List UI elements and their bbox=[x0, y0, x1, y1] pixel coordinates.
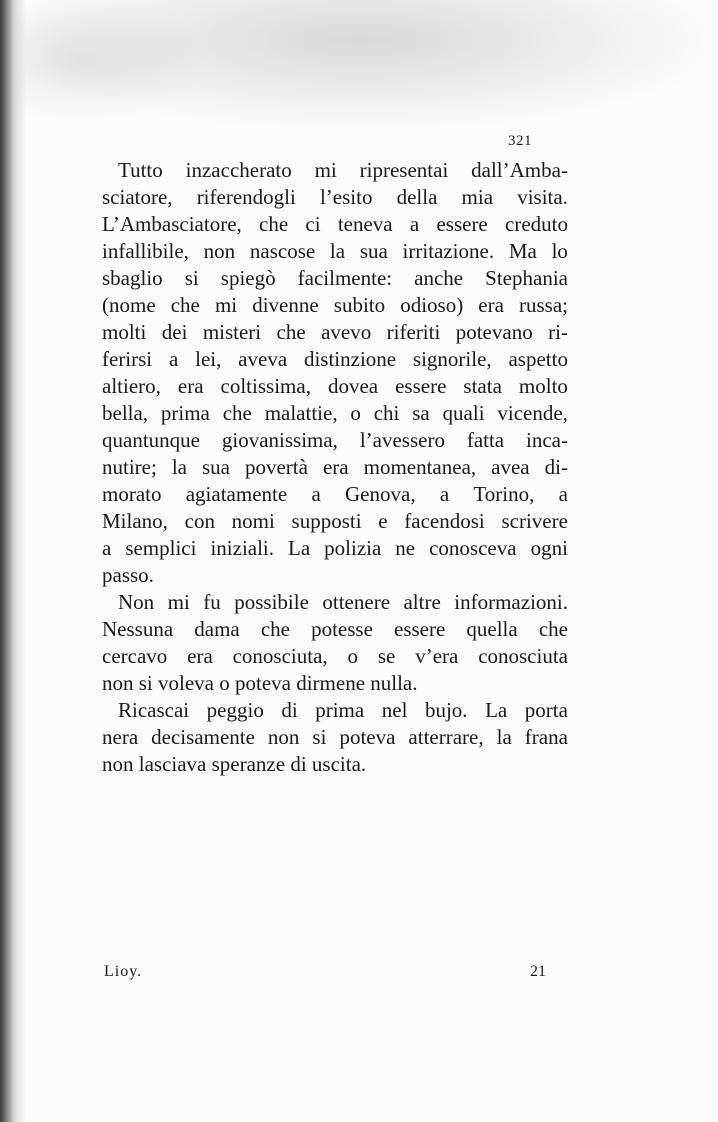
text-line: sbaglio si spiegò facilmente: anche Stephania bbox=[102, 266, 568, 290]
page-binding-shadow bbox=[0, 0, 26, 1122]
text-line: passo. bbox=[102, 563, 154, 587]
text-line: (nome che mi divenne subito odioso) era russa; bbox=[102, 293, 568, 317]
text-line: bella, prima che malattie, o chi sa quali vicende, bbox=[102, 401, 568, 425]
text-line: Milano, con nomi supposti e facendosi scrivere bbox=[102, 509, 568, 533]
text-line: nutire; la sua povertà era momentanea, avea di- bbox=[102, 455, 568, 479]
text-line: Ricascai peggio di prima nel bujo. La porta bbox=[118, 698, 568, 722]
text-line: infallibile, non nascose la sua irritazione. Ma lo bbox=[102, 239, 568, 263]
body-text bbox=[102, 157, 568, 778]
text-line: morato agiatamente a Genova, a Torino, a bbox=[102, 482, 568, 506]
footer-number: 21 bbox=[530, 963, 546, 980]
text-line: Nessuna dama che potesse essere quella che bbox=[102, 617, 568, 641]
text-line: cercavo era conosciuta, o se v’era conosciuta bbox=[102, 644, 568, 668]
footer-signature: Lioy. bbox=[104, 963, 143, 980]
text-line: nera decisamente non si poteva atterrare, la frana bbox=[102, 725, 568, 749]
text-line: Tutto inzaccherato mi ripresentai dall’Amba- bbox=[118, 158, 568, 182]
text-line: Non mi fu possibile ottenere altre informazioni. bbox=[118, 590, 568, 614]
text-line: altiero, era coltissima, dovea essere stata molto bbox=[102, 374, 568, 398]
text-line: L’Ambasciatore, che ci teneva a essere creduto bbox=[102, 212, 568, 236]
text-line: molti dei misteri che avevo riferiti potevano ri- bbox=[102, 320, 568, 344]
text-line: sciatore, riferendogli l’esito della mia visita. bbox=[102, 185, 568, 209]
text-line: ferirsi a lei, aveva distinzione signorile, aspetto bbox=[102, 347, 568, 371]
text-line: quantunque giovanissima, l’avessero fatta inca- bbox=[102, 428, 568, 452]
text-line: a semplici iniziali. La polizia ne conosceva ogni bbox=[102, 536, 568, 560]
page-number: 321 bbox=[508, 133, 532, 149]
text-line: non lasciava speranze di uscita. bbox=[102, 752, 367, 776]
text-line: non si voleva o poteva dirmene nulla. bbox=[102, 671, 418, 695]
